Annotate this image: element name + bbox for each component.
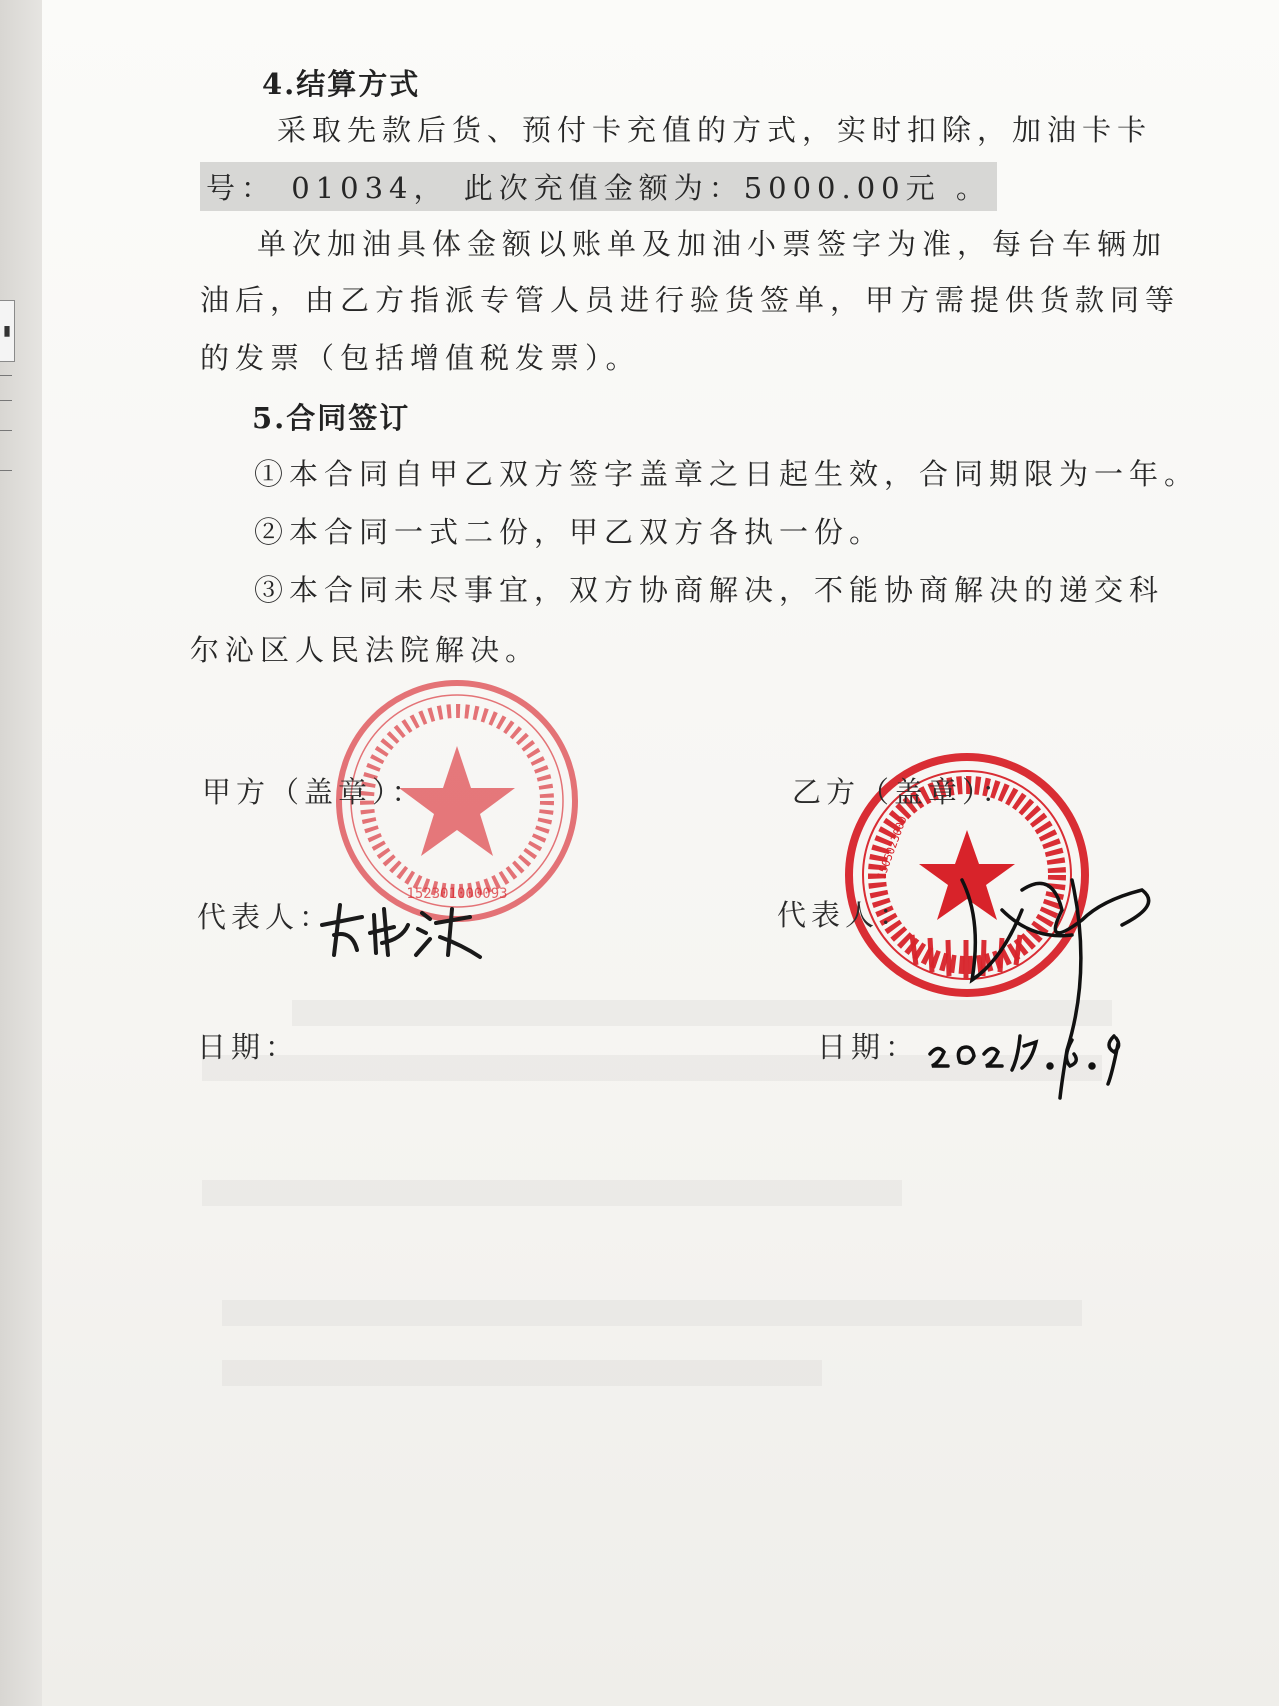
party-b-date-label: 日期： bbox=[817, 1030, 920, 1064]
party-a-date-label: 日期： bbox=[197, 1030, 300, 1064]
edge-rule bbox=[0, 430, 12, 431]
fuel-para-line-2: 油后，由乙方指派专管人员进行验货签单，甲方需提供货款同等 bbox=[200, 283, 1181, 317]
clause-3-line-2: 尔沁区人民法院解决。 bbox=[190, 633, 541, 667]
clause-3-line-1: ③本合同未尽事宜，双方协商解决，不能协商解决的递交科 bbox=[254, 573, 1165, 607]
party-a-signature bbox=[312, 895, 512, 965]
edge-tab: ▮ bbox=[0, 300, 15, 362]
clause-2: ②本合同一式二份，甲乙双方各执一份。 bbox=[254, 515, 885, 549]
party-b-handwritten-date bbox=[922, 1018, 1162, 1088]
fuel-para-line-1: 单次加油具体金额以账单及加油小票签字为准，每台车辆加 bbox=[257, 227, 1168, 261]
payment-para-line-1: 采取先款后货、预付卡充值的方式，实时扣除，加油卡卡 bbox=[277, 113, 1153, 147]
contract-page bbox=[42, 0, 1279, 1706]
party-a-seal-label: 甲方（盖章）： bbox=[202, 775, 426, 809]
party-b-rep-label: 代表人： bbox=[777, 898, 914, 932]
section-4-heading: 4.结算方式 bbox=[262, 67, 421, 101]
edge-rule bbox=[0, 470, 12, 471]
edge-rule bbox=[0, 375, 12, 376]
clause-1: ①本合同自甲乙双方签字盖章之日起生效，合同期限为一年。 bbox=[254, 457, 1200, 491]
edge-rule bbox=[0, 400, 12, 401]
party-a-seal-number: 152301000093 bbox=[406, 886, 508, 902]
bleed-through-line bbox=[222, 1300, 1082, 1326]
payment-para-line-2: 号： 01034， 此次充值金额为：5000.00元 。 bbox=[200, 162, 997, 211]
party-b-seal-number: 1505023000 bbox=[874, 814, 910, 882]
party-b-seal-label: 乙方（盖章）： bbox=[792, 775, 1016, 809]
section-5-heading: 5.合同签订 bbox=[252, 401, 411, 435]
party-a-rep-label: 代表人： bbox=[197, 900, 334, 934]
bleed-through-line bbox=[202, 1180, 902, 1206]
bleed-through-line bbox=[222, 1360, 822, 1386]
fuel-para-line-3: 的发票（包括增值税发票）。 bbox=[200, 341, 641, 375]
